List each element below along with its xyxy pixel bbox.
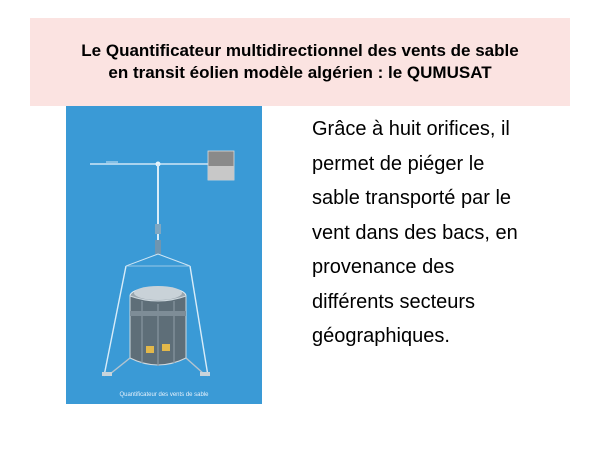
qumusat-device-drawing — [66, 106, 262, 404]
description-line: différents secteurs — [312, 290, 476, 313]
figure-caption: Quantificateur des vents de sable — [119, 392, 209, 398]
description-line: vent dans des bacs, en — [312, 221, 518, 244]
description-line: Grâce à huit orifices, il — [312, 118, 510, 140]
qumusat-illustration — [66, 106, 262, 404]
description-line: géographiques. — [312, 325, 450, 347]
slide-title-line-2: en transit éolien modèle algérien : le QUMUSAT — [108, 63, 492, 82]
slide-title-line-1: Le Quantificateur multidirectionnel des vents de sable — [81, 41, 519, 60]
description-line: sable transporté par le — [312, 187, 512, 209]
description-paragraph — [312, 112, 582, 354]
title-banner — [30, 18, 570, 106]
description-line: provenance des — [312, 256, 455, 278]
description-line: permet de piéger le — [312, 152, 485, 175]
